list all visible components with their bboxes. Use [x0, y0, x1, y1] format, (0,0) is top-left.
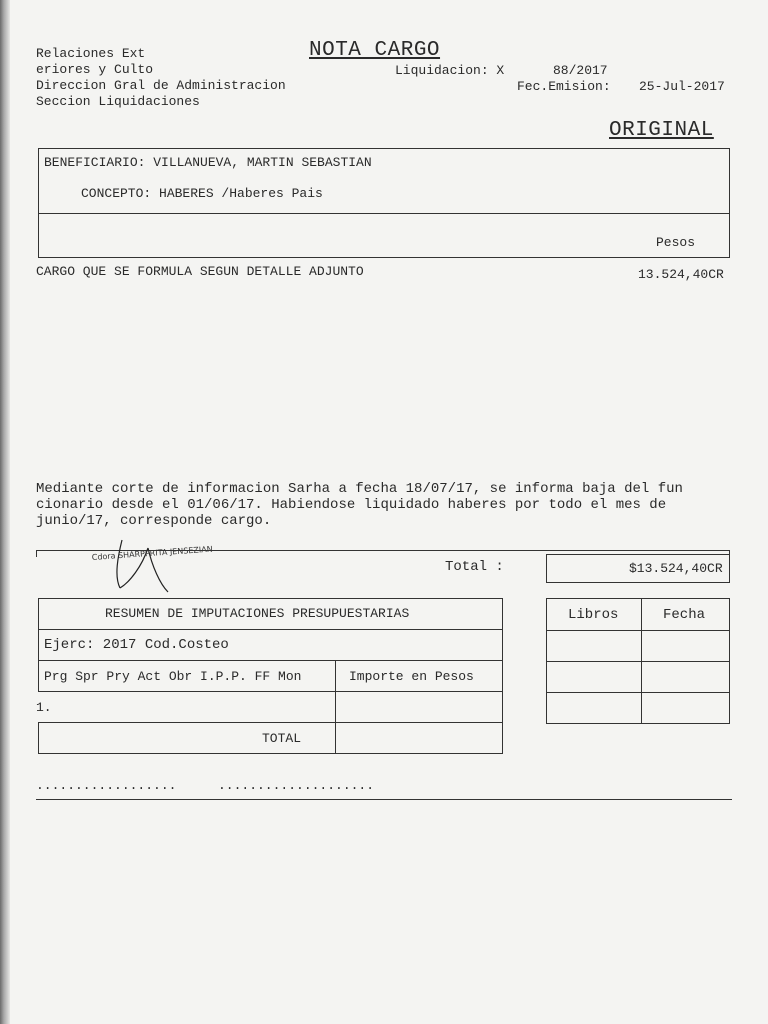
columns-header: Prg Spr Pry Act Obr I.P.P. FF Mon [44, 669, 302, 684]
cargo-label: CARGO QUE SE FORMULA SEGUN DETALLE ADJUNTO [36, 264, 364, 279]
signature-stamp [90, 536, 260, 596]
books-row-line-1 [546, 630, 730, 631]
org-line-2: eriores y Culto [36, 62, 154, 77]
fecha-header: Fecha [663, 607, 706, 623]
document-title: NOTA CARGO [309, 39, 441, 62]
importe-header: Importe en Pesos [349, 669, 474, 684]
fec-emision-label: Fec.Emision: [517, 79, 611, 94]
row-1-label: 1. [36, 700, 52, 715]
liquidacion-label: Liquidacion: X [395, 63, 505, 78]
org-line-4: Seccion Liquidaciones [36, 94, 200, 109]
resumen-title: RESUMEN DE IMPUTACIONES PRESUPUESTARIAS [105, 606, 410, 621]
bottom-rule [36, 799, 732, 800]
org-line-3: Direccion Gral de Administracion [36, 78, 286, 93]
liquidacion-value: 88/2017 [553, 63, 608, 78]
note-line-3: junio/17, corresponde cargo. [36, 513, 272, 529]
signature-dots-right: .................... [218, 778, 375, 793]
copy-label: ORIGINAL [609, 119, 714, 142]
total-label: Total : [445, 559, 504, 575]
scan-edge-shadow [0, 0, 10, 1024]
total-value-cell [335, 722, 503, 754]
row1-right-edge [502, 692, 503, 723]
beneficiario-text: BENEFICIARIO: VILLANUEVA, MARTIN SEBASTIAN [44, 155, 372, 170]
total-amount: $13.524,40CR [629, 561, 723, 576]
books-row-line-3 [546, 692, 730, 693]
row1-divider [335, 692, 336, 723]
tick-left [36, 550, 37, 557]
fec-emision-value: 25-Jul-2017 [639, 79, 725, 94]
cargo-amount: 13.524,40CR [638, 267, 724, 282]
concepto-text: CONCEPTO: HABERES /Haberes Pais [81, 186, 323, 201]
org-line-1: Relaciones Ext [36, 46, 146, 61]
currency-label: Pesos [656, 235, 696, 250]
beneficiary-box-divider [38, 213, 730, 214]
note-line-1: Mediante corte de informacion Sarha a fecha 18/07/17, se informa baja del fun [36, 481, 683, 497]
ejerc-text: Ejerc: 2017 Cod.Costeo [44, 637, 229, 653]
signature-dots-left: .................. [36, 778, 177, 793]
books-row-line-2 [546, 661, 730, 662]
stamp-text: Cdora SHARPPRITA JENSEZIAN [91, 544, 213, 562]
libros-header: Libros [568, 607, 619, 623]
note-line-2: cionario desde el 01/06/17. Habiendose liquidado haberes por todo el mes de [36, 497, 667, 513]
resumen-total-label: TOTAL [262, 731, 302, 746]
